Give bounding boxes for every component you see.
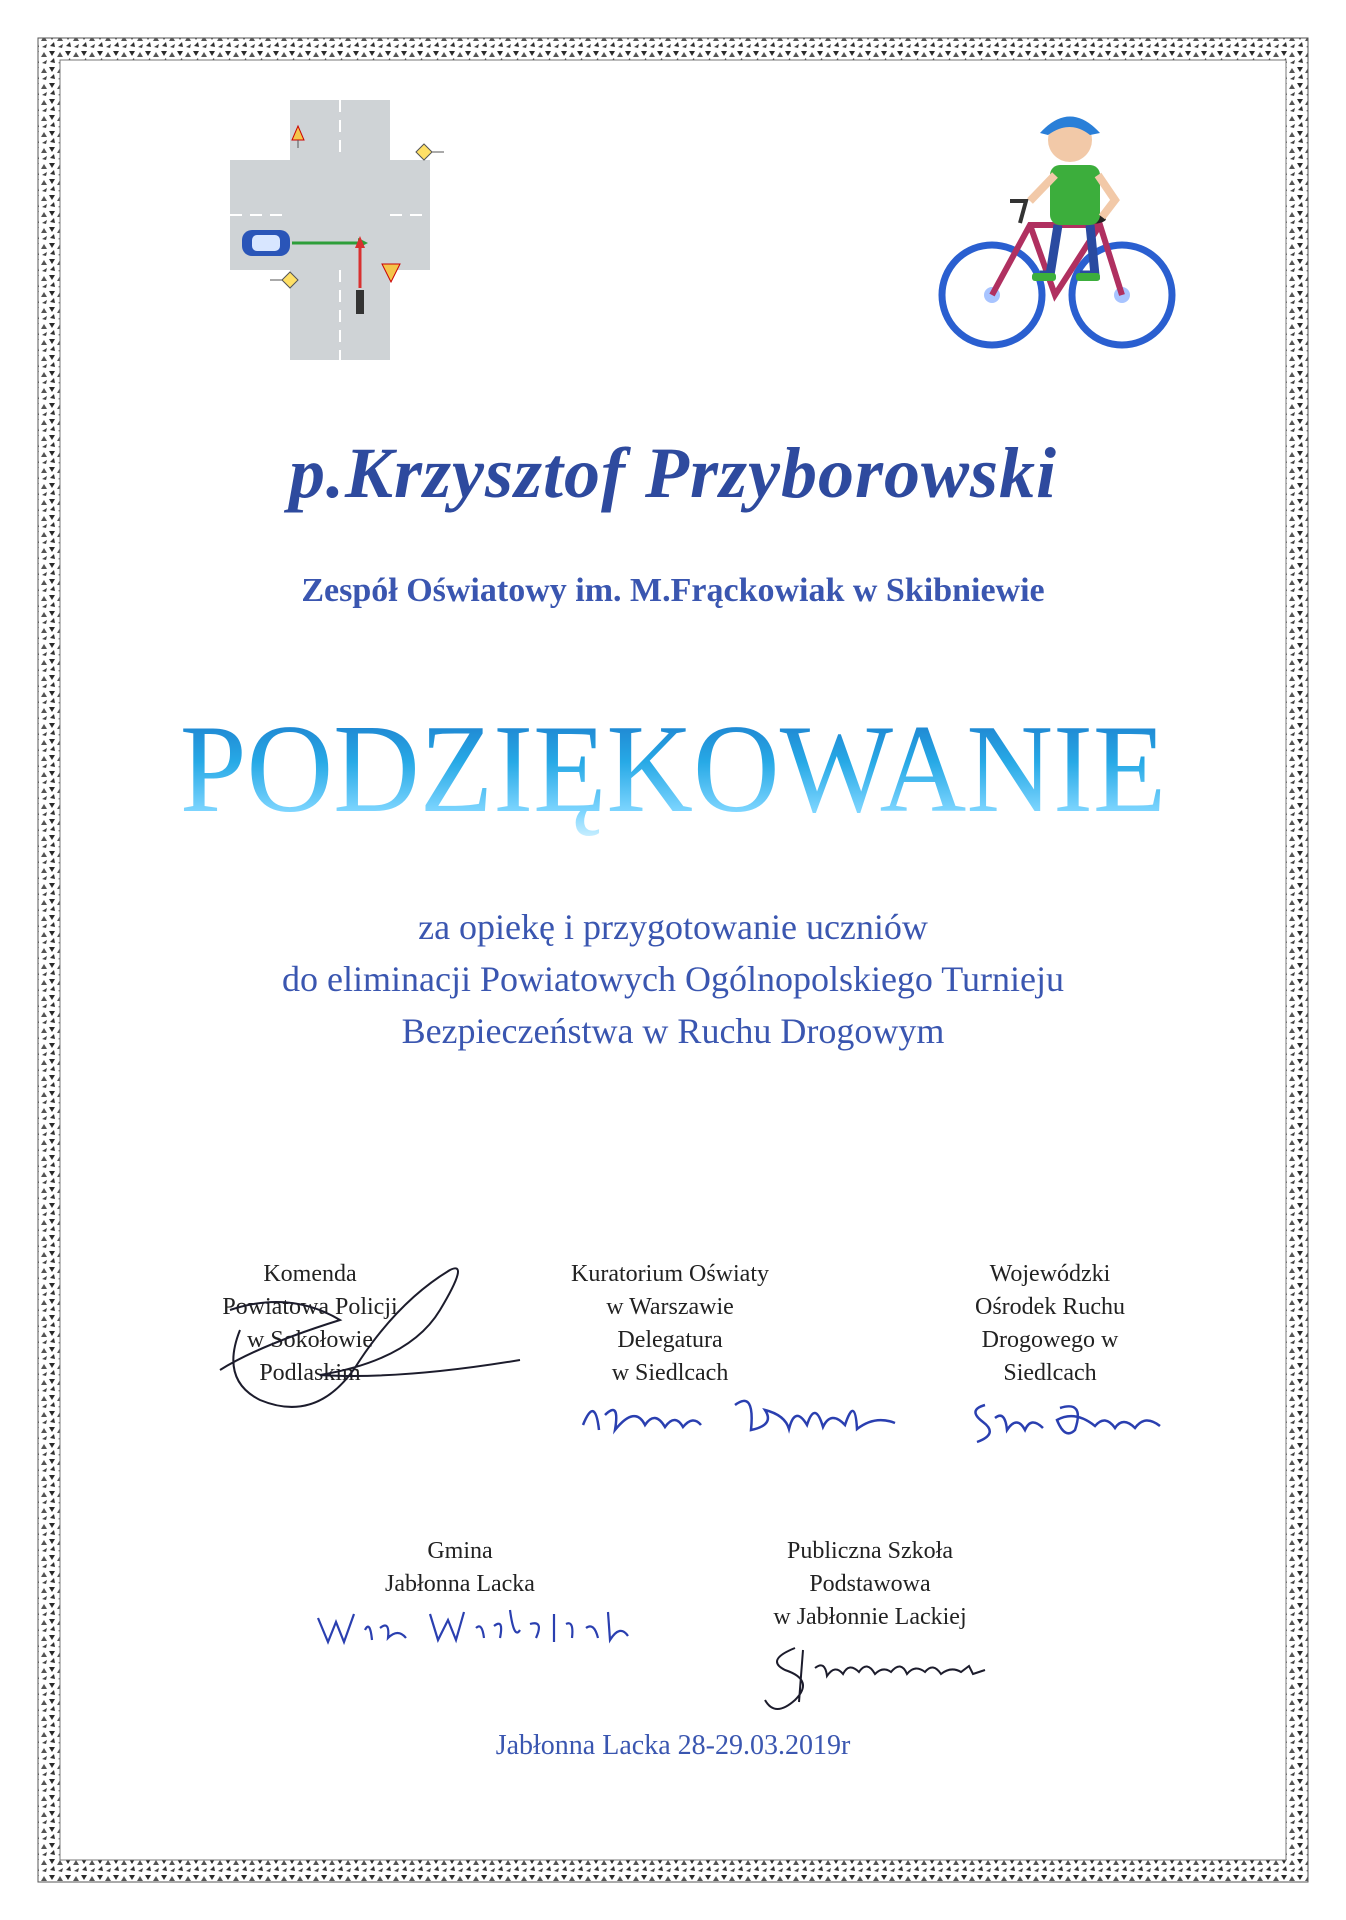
- intersection-illustration: [230, 100, 470, 360]
- body-line: do eliminacji Powiatowych Ogólnopolskiego Turnieju: [282, 959, 1064, 999]
- place-and-date: Jabłonna Lacka 28-29.03.2019r: [495, 1730, 851, 1761]
- recipient-name: p.Krzysztof Przyborowski: [288, 433, 1058, 513]
- school-name: Zespół Oświatowy im. M.Frąckowiak w Skibniewie: [301, 572, 1045, 609]
- certificate-title: PODZIĘKOWANIE: [0, 697, 1346, 842]
- body-line: Bezpieczeństwa w Ruchu Drogowym: [401, 1011, 945, 1051]
- signature-school: [755, 1640, 1015, 1720]
- signature-police: [200, 1250, 530, 1430]
- body-line: za opiekę i przygotowanie uczniów: [418, 907, 928, 947]
- signatory-police: Komenda Powiatowa Policji w Sokołowie Podlaskim: [222, 1261, 398, 1386]
- signatory-school: Publiczna Szkoła Podstawowa w Jabłonnie Lackiej: [773, 1538, 967, 1630]
- signatory-kuratorium: Kuratorium Oświaty w Warszawie Delegatura w Siedlcach: [571, 1261, 769, 1386]
- signatory-gmina: Gmina Jabłonna Lacka: [385, 1538, 535, 1597]
- signature-word: [965, 1390, 1185, 1450]
- cyclist-illustration: [930, 105, 1180, 355]
- signature-kuratorium: [575, 1385, 905, 1445]
- signature-gmina: [310, 1600, 640, 1650]
- signatory-word: Wojewódzki Ośrodek Ruchu Drogowego w Siedlcach: [975, 1261, 1125, 1386]
